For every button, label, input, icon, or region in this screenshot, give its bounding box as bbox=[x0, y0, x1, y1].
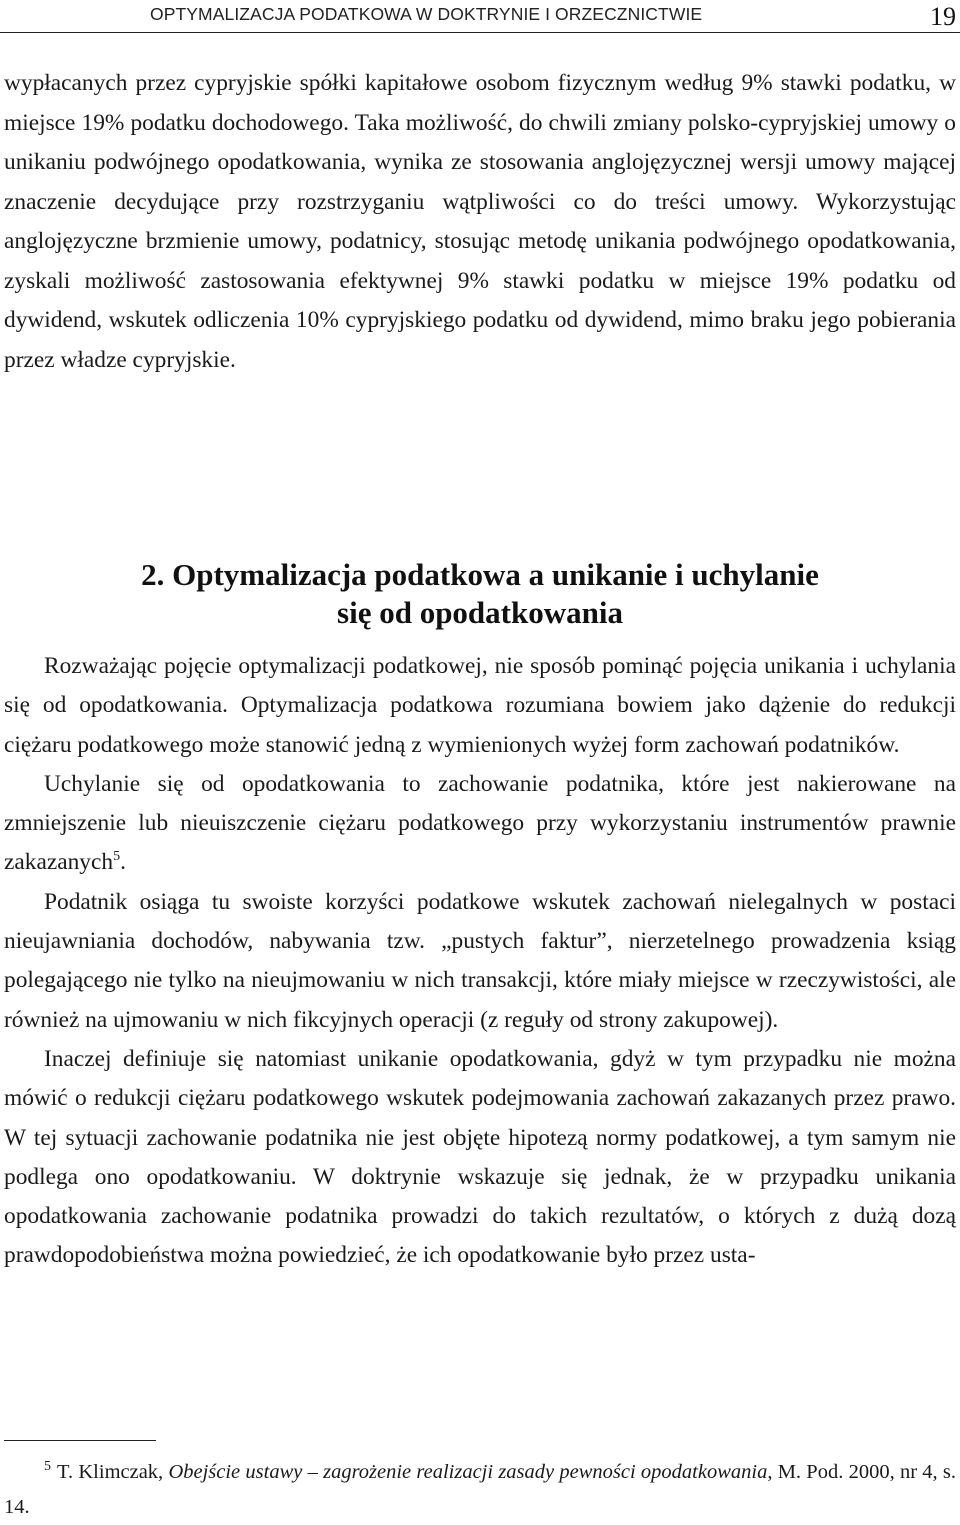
section-paragraph-2 bbox=[4, 765, 956, 883]
section-heading-line-2: się od opodatkowania bbox=[337, 594, 623, 630]
section-paragraph-4: Inaczej definiuje się natomiast unikanie opodatkowania, gdyż w tym przypadku nie można mówić o redukcji ciężaru podatkowego wskutek podejmowania zachowań zakazanych przez prawo. W tej sytuacji zachowanie podatnika nie jest objęte hipotezą normy podatkowej, a tym samym nie podlega ono opodatkowaniu. W doktrynie wskazuje się jednak, że w przypadku unikania opodatkowania zachowanie podatnika prowadzi do takich rezultatów, o których z dużą dozą prawdopodobieństwa można powiedzieć, że ich opodatkowanie było przez usta- bbox=[4, 1045, 956, 1269]
running-title: OPTYMALIZACJA PODATKOWA W DOKTRYNIE I ORZECZNICTWIE bbox=[150, 4, 703, 24]
footnote-source: , M. Pod. 2000, nr 4, s. 14. bbox=[4, 1461, 956, 1518]
page-number: 19 bbox=[930, 2, 956, 31]
intro-paragraph: wypłacanych przez cypryjskie spółki kapitałowe osobom fizycznym według 9% stawki podatku, w miejsce 19% podatku dochodowego. Taka możliwość, do chwili zmiany polsko-cypryjskiej umowy o unikaniu podwójnego opodatkowania, wynika ze stosowania anglojęzycznej wersji umowy mającej znaczenie decydujące przy rozstrzyganiu wątpliwości co do treści umowy. Wykorzystując anglojęzyczne brzmienie umowy, podatnicy, stosując metodę unikania podwójnego opodatkowania, zyskali możliwość zastosowania efektywnej 9% stawki podatku w miejsce 19% podatku od dywidend, wskutek odliczenia 10% cypryjskiego podatku od dywidend, mimo braku jego pobierania przez władze cypryjskie. bbox=[4, 70, 956, 373]
running-header bbox=[0, 0, 960, 33]
footnote-divider bbox=[4, 1440, 156, 1441]
intro-text bbox=[4, 64, 956, 380]
section-heading bbox=[60, 556, 900, 632]
footnote-number: 5 bbox=[44, 1459, 51, 1475]
section-heading-line-1: 2. Optymalizacja podatkowa a unikanie i uchylanie bbox=[141, 556, 819, 592]
footnote-author: T. Klimczak, bbox=[57, 1461, 164, 1483]
section-paragraph-3: Podatnik osiąga tu swoiste korzyści podatkowe wskutek zachowań nielegalnych w postaci nieujawniania dochodów, nabywania tzw. „pustych faktur”, nierzetelnego prowadzenia ksiąg polegającego nie tylko na nieujmowaniu w nich transakcji, które miały miejsce w rzeczywistości, ale również na ujmowaniu w nich fikcyjnych operacji (z reguły od strony zakupowej). bbox=[4, 888, 956, 1033]
section-paragraph-1: Rozważając pojęcie optymalizacji podatkowej, nie sposób pominąć pojęcia unikania i uchylania się od opodatkowania. Optymalizacja podatkowa rozumiana bowiem jako dążenie do redukcji ciężaru podatkowego może stanowić jedną z wymienionych wyżej form zachowań podatników. bbox=[4, 653, 956, 758]
footnote-reference[interactable]: 5 bbox=[113, 849, 121, 865]
section-paragraph-2-text: Uchylanie się od opodatkowania to zachowanie podatnika, które jest nakierowane na zmniejszenie lub nieuiszczenie ciężaru podatkowego przy wykorzystaniu instrumentów prawnie zakazanych bbox=[4, 770, 956, 876]
section-paragraph-2-end: . bbox=[120, 849, 126, 876]
footnote-title: Obejście ustawy – zagrożenie realizacji zasady pewności opodatkowania bbox=[168, 1461, 768, 1483]
section-body bbox=[4, 647, 956, 1276]
